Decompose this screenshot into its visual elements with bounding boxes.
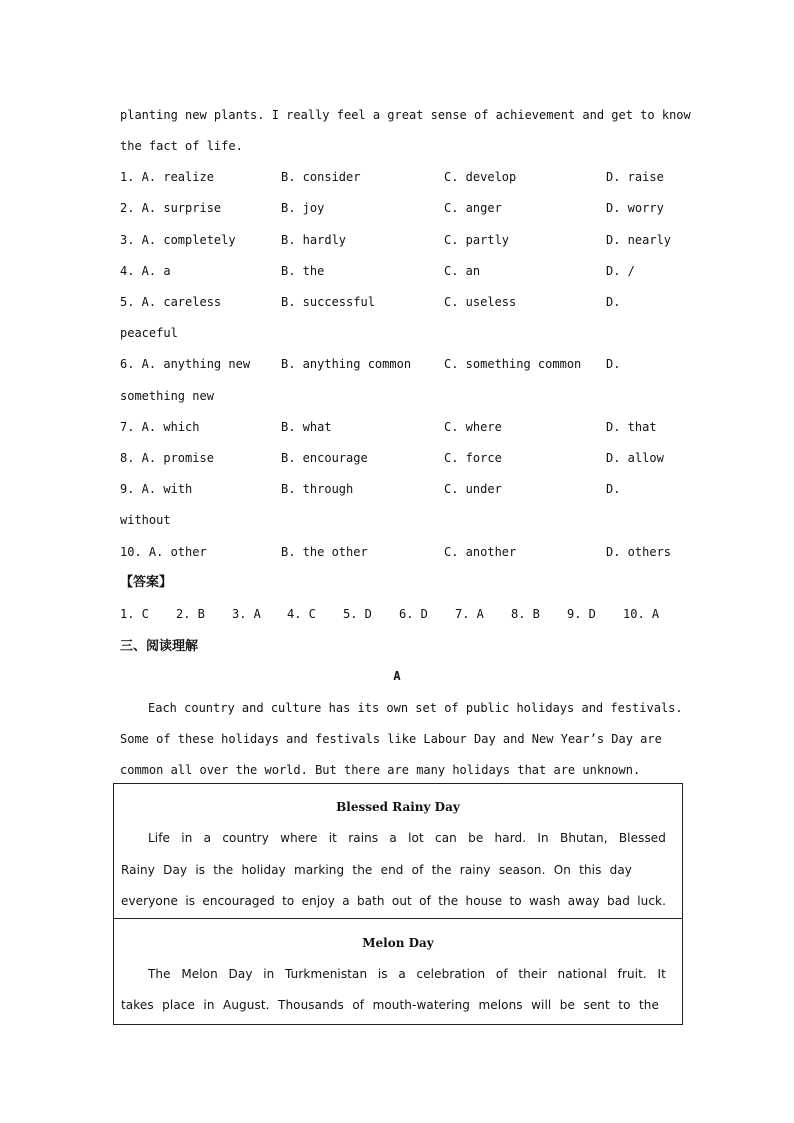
option-b: B. through: [281, 482, 354, 496]
option-d-wrap: without: [120, 513, 171, 527]
holiday-title: Blessed Rainy Day: [336, 800, 460, 814]
answer-item: 6. D: [399, 607, 428, 621]
option-c: C. develop: [444, 170, 517, 184]
holiday-box: [113, 783, 683, 919]
option-d: D.: [606, 357, 621, 371]
option-d: D. nearly: [606, 233, 672, 247]
option-c: C. useless: [444, 295, 517, 309]
section-heading: 三、阅读理解: [120, 639, 199, 654]
option-d: D. raise: [606, 170, 664, 184]
intro-line: Each country and culture has its own set of public holidays and festivals.: [148, 701, 683, 715]
option-d: D. allow: [606, 451, 664, 465]
option-c: C. partly: [444, 233, 510, 247]
holiday-line: The Melon Day in Turkmenistan is a celebration of their national fruit. It: [148, 967, 666, 981]
option-b: B. the other: [281, 545, 368, 559]
holiday-line: Life in a country where it rains a lot can be hard. In Bhutan, Blessed: [148, 831, 666, 845]
option-d: D.: [606, 482, 621, 496]
option-d: D.: [606, 295, 621, 309]
option-a: 4. A. a: [120, 264, 171, 278]
option-d-wrap: peaceful: [120, 326, 178, 340]
option-b: B. encourage: [281, 451, 368, 465]
intro-line: common all over the world. But there are many holidays that are unknown.: [120, 763, 641, 777]
option-a: 2. A. surprise: [120, 201, 222, 215]
option-a: 9. A. with: [120, 482, 193, 496]
option-c: C. anger: [444, 201, 502, 215]
option-b: B. joy: [281, 201, 325, 215]
option-c: C. something common: [444, 357, 582, 371]
option-a: 7. A. which: [120, 420, 200, 434]
passage-label: A: [393, 669, 401, 683]
option-c: C. force: [444, 451, 502, 465]
option-a: 10. A. other: [120, 545, 207, 559]
holiday-box: [113, 918, 683, 1025]
option-a: 5. A. careless: [120, 295, 222, 309]
option-c: C. an: [444, 264, 481, 278]
option-b: B. consider: [281, 170, 361, 184]
holiday-title: Melon Day: [362, 936, 434, 950]
option-a: 6. A. anything new: [120, 357, 251, 371]
option-b: B. what: [281, 420, 332, 434]
option-d: D. /: [606, 264, 635, 278]
option-a: 3. A. completely: [120, 233, 236, 247]
intro-line: Some of these holidays and festivals like Labour Day and New Year’s Day are: [120, 732, 662, 746]
answer-item: 3. A: [232, 607, 261, 621]
holiday-line: everyone is encouraged to enjoy a bath out of the house to wash away bad luck.: [121, 894, 666, 908]
option-d: D. others: [606, 545, 672, 559]
holiday-line: takes place in August. Thousands of mouth-watering melons will be sent to the: [121, 998, 659, 1012]
passage-line: planting new plants. I really feel a great sense of achievement and get to know: [120, 108, 691, 122]
passage-line: the fact of life.: [120, 139, 243, 153]
answer-item: 8. B: [511, 607, 540, 621]
answer-item: 10. A: [623, 607, 660, 621]
option-d: D. worry: [606, 201, 664, 215]
option-d: D. that: [606, 420, 657, 434]
holiday-line: Rainy Day is the holiday marking the end of the rainy season. On this day: [121, 863, 632, 877]
answer-item: 2. B: [176, 607, 205, 621]
option-a: 1. A. realize: [120, 170, 214, 184]
option-c: C. where: [444, 420, 502, 434]
answer-item: 1. C: [120, 607, 149, 621]
answer-item: 4. C: [287, 607, 316, 621]
option-b: B. anything common: [281, 357, 412, 371]
option-c: C. another: [444, 545, 517, 559]
answer-item: 9. D: [567, 607, 596, 621]
option-b: B. the: [281, 264, 325, 278]
option-c: C. under: [444, 482, 502, 496]
answer-heading: 【答案】: [120, 575, 173, 590]
answer-item: 7. A: [455, 607, 484, 621]
option-b: B. successful: [281, 295, 375, 309]
option-a: 8. A. promise: [120, 451, 214, 465]
option-b: B. hardly: [281, 233, 347, 247]
option-d-wrap: something new: [120, 389, 214, 403]
answer-item: 5. D: [343, 607, 372, 621]
